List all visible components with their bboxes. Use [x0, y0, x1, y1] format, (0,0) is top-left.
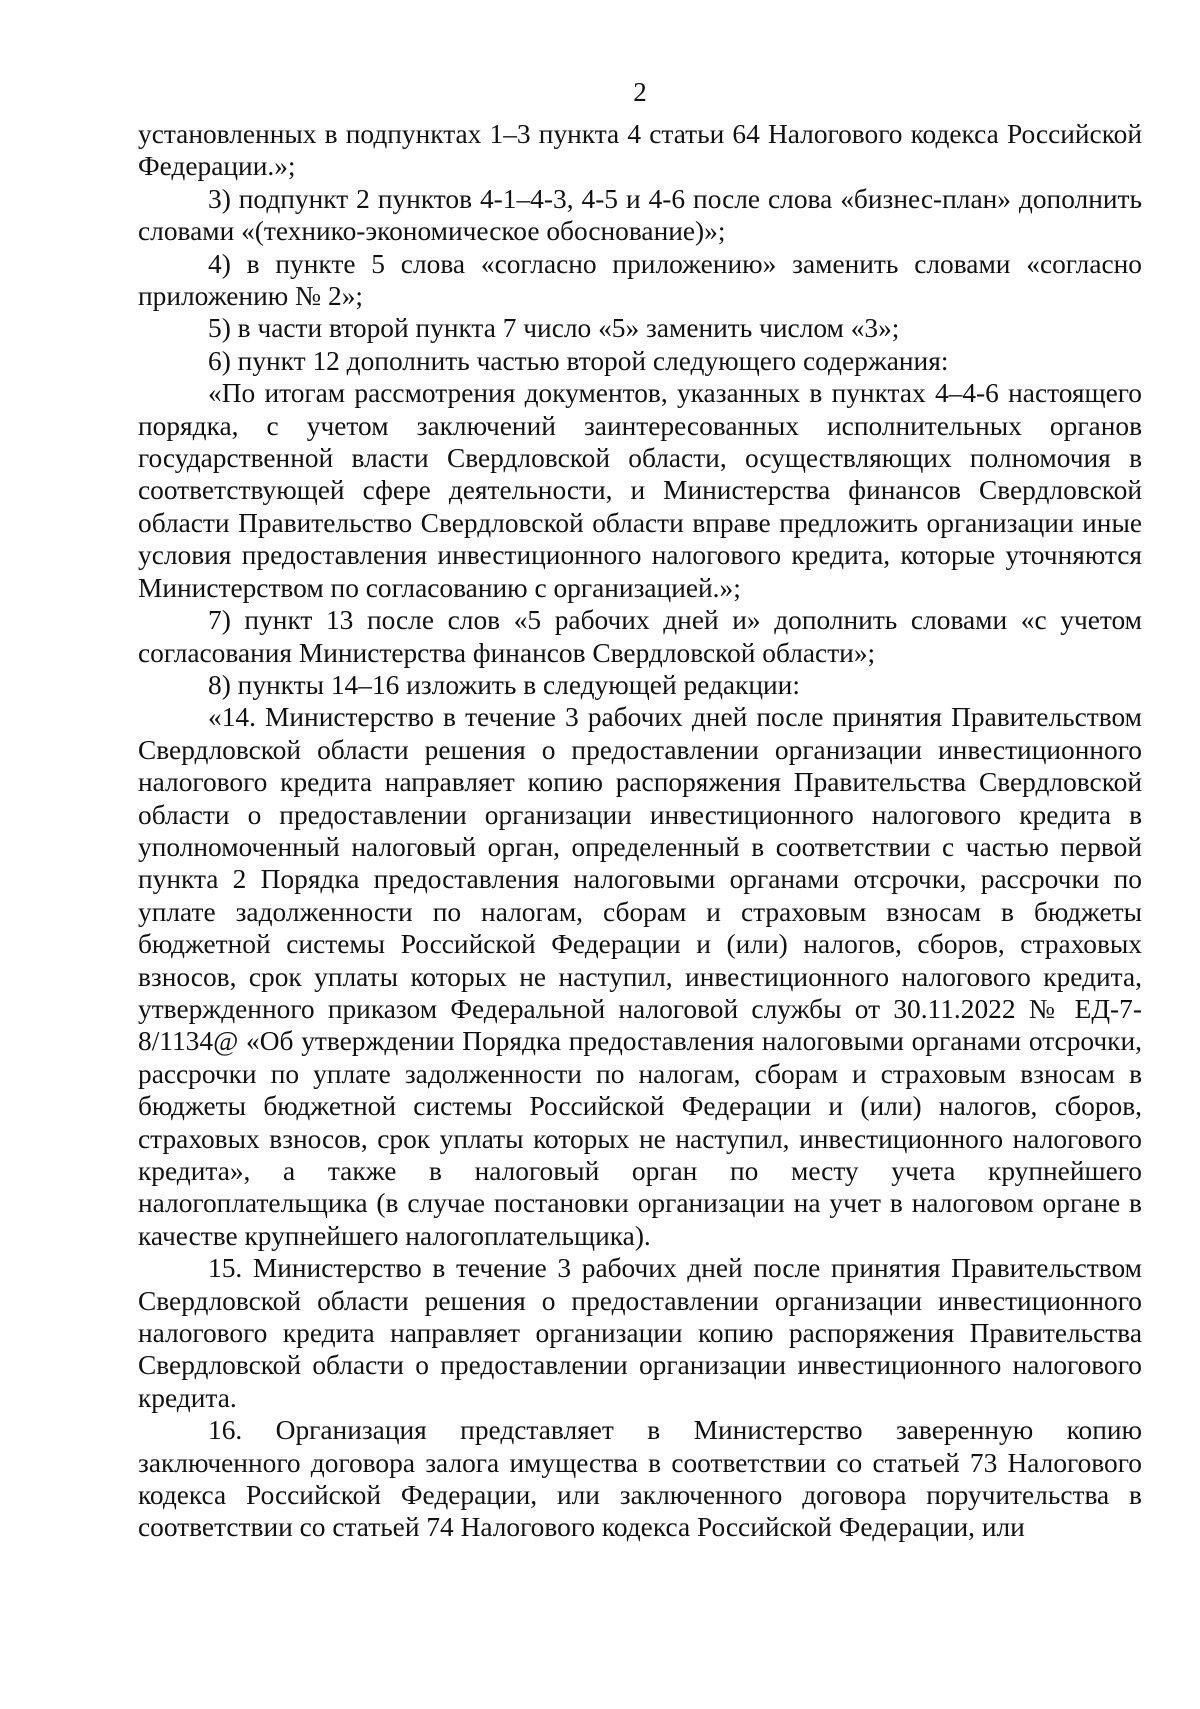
paragraph-item-8: 8) пункты 14–16 изложить в следующей редакции:	[208, 669, 800, 700]
paragraph-item-4: 4) в пункте 5 слова «согласно приложению» заменить словами «согласно приложению № 2»;	[138, 248, 1142, 312]
paragraph-item-6: 6) пункт 12 дополнить частью второй следующего содержания:	[208, 345, 949, 376]
paragraph-continuation: установленных в подпунктах 1–3 пункта 4 статьи 64 Налогового кодекса Российской Федерации.»;	[138, 119, 1142, 182]
paragraph-item-3: 3) подпункт 2 пунктов 4-1–4-3, 4-5 и 4-6 после слова «бизнес-план» дополнить словами «(технико-экономическое обоснование)»;	[138, 183, 1142, 247]
paragraph-item-6-quote: «По итогам рассмотрения документов, указанных в пунктах 4–4-6 настоящего порядка, с учетом заключений заинтересованных исполнительных органов государственной власти Свердловской области, осуществляющих полномочия в соответствующей сфере деятельности, и Министерства финансов Свердловской области Правительство Свердловской области вправе предложить организации иные условия предоставления инвестиционного налогового кредита, которые уточняются Министерством по согласованию с организацией.»;	[138, 378, 1142, 603]
document-body	[138, 118, 1142, 1544]
paragraph-point-15: 15. Министерство в течение 3 рабочих дней после принятия Правительством Свердловской области решения о предоставлении организации инвестиционного налогового кредита направляет организации копию распоряжения Правительства Свердловской области о предоставлении организации инвестиционного налогового кредита.	[138, 1253, 1142, 1413]
paragraph-item-7: 7) пункт 13 после слов «5 рабочих дней и» дополнить словами «с учетом согласования Министерства финансов Свердловской области»;	[138, 605, 1142, 668]
page-number: 2	[633, 77, 647, 107]
paragraph-point-14: «14. Министерство в течение 3 рабочих дней после принятия Правительством Свердловской области решения о предоставлении организации инвестиционного налогового кредита направляет копию распоряжения Правительства Свердловской области о предоставлении организации инвестиционного налогового кредита в уполномоченный налоговый орган, определенный в соответствии с частью первой пункта 2 Порядка предоставления налоговыми органами отсрочки, рассрочки по уплате задолженности по налогам, сборам и страховым взносам в бюджеты бюджетной системы Российской Федерации и (или) налогов, сборов, страховых взносов, срок уплаты которых не наступил, инвестиционного налогового кредита, утвержденного приказом Федеральной налоговой службы от 30.11.2022 № ЕД-7-8/1134@ «Об утверждении Порядка предоставления налоговыми органами отсрочки, рассрочки по уплате задолженности по налогам, сборам и страховым взносам в бюджеты бюджетной системы Российской Федерации и (или) налогов, сборов, страховых взносов, срок уплаты которых не наступил, инвестиционного налогового кредита», а также в налоговый орган по месту учета крупнейшего налогоплательщика (в случае постановки организации на учет в налоговом органе в качестве крупнейшего налогоплательщика).	[138, 702, 1142, 1251]
paragraph-point-16: 16. Организация представляет в Министерство заверенную копию заключенного договора залога имущества в соответствии со статьей 73 Налогового кодекса Российской Федерации, или заключенного договора поручительства в соответствии со статьей 74 Налогового кодекса Российской Федерации, или	[138, 1415, 1142, 1543]
paragraph-item-5: 5) в части второй пункта 7 число «5» заменить числом «3»;	[208, 313, 900, 344]
